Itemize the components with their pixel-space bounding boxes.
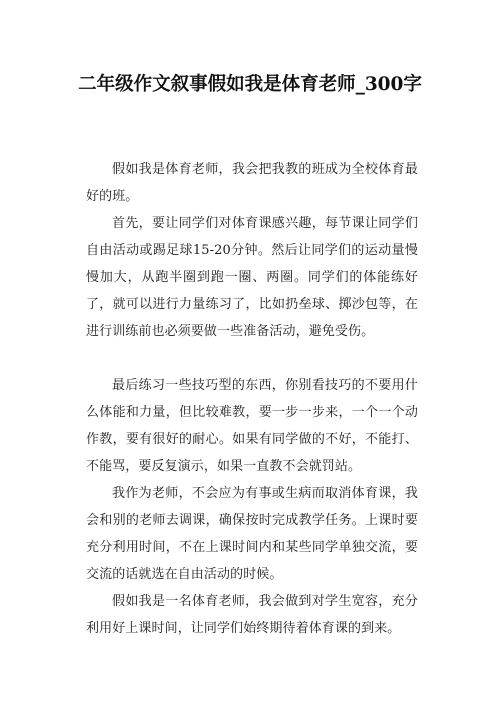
paragraph-1: 假如我是体育老师，我会把我教的班成为全校体育最好的班。 xyxy=(86,162,418,204)
document-body xyxy=(86,156,418,642)
paragraph-2: 首先，要让同学们对体育课感兴趣，每节课让同学们自由活动或踢足球15-20分钟。然后让同学们的运动量慢慢加大，从跑半圈到跑一圈、两圈。同学们的体能练好了，就可以进行力量练习了，比如扔垒球、掷沙包等，在进行训练前也必须要做一些准备活动，避免受伤。 xyxy=(86,216,418,339)
paragraph-5: 假如我是一名体育老师，我会做到对学生宽容，充分利用好上课时间，让同学们始终期待着体育课的到来。 xyxy=(86,594,418,636)
paragraph-4: 我作为老师，不会应为有事或生病而取消体育课，我会和别的老师去调课，确保按时完成教学任务。上课时要充分利用时间，不在上课时间内和某些同学单独交流，要交流的话就选在自由活动的时候。 xyxy=(86,486,418,582)
paragraph-gap xyxy=(86,345,418,372)
document-title: 二年级作文叙事假如我是体育老师_300字 xyxy=(78,74,422,95)
paragraph-3: 最后练习一些技巧型的东西，你别看技巧的不要用什么体能和力量，但比较难教，要一步一步来，一个一个动作教，要有很好的耐心。如果有同学做的不好，不能打、不能骂，要反复演示，如果一直教不会就罚站。 xyxy=(86,378,418,474)
